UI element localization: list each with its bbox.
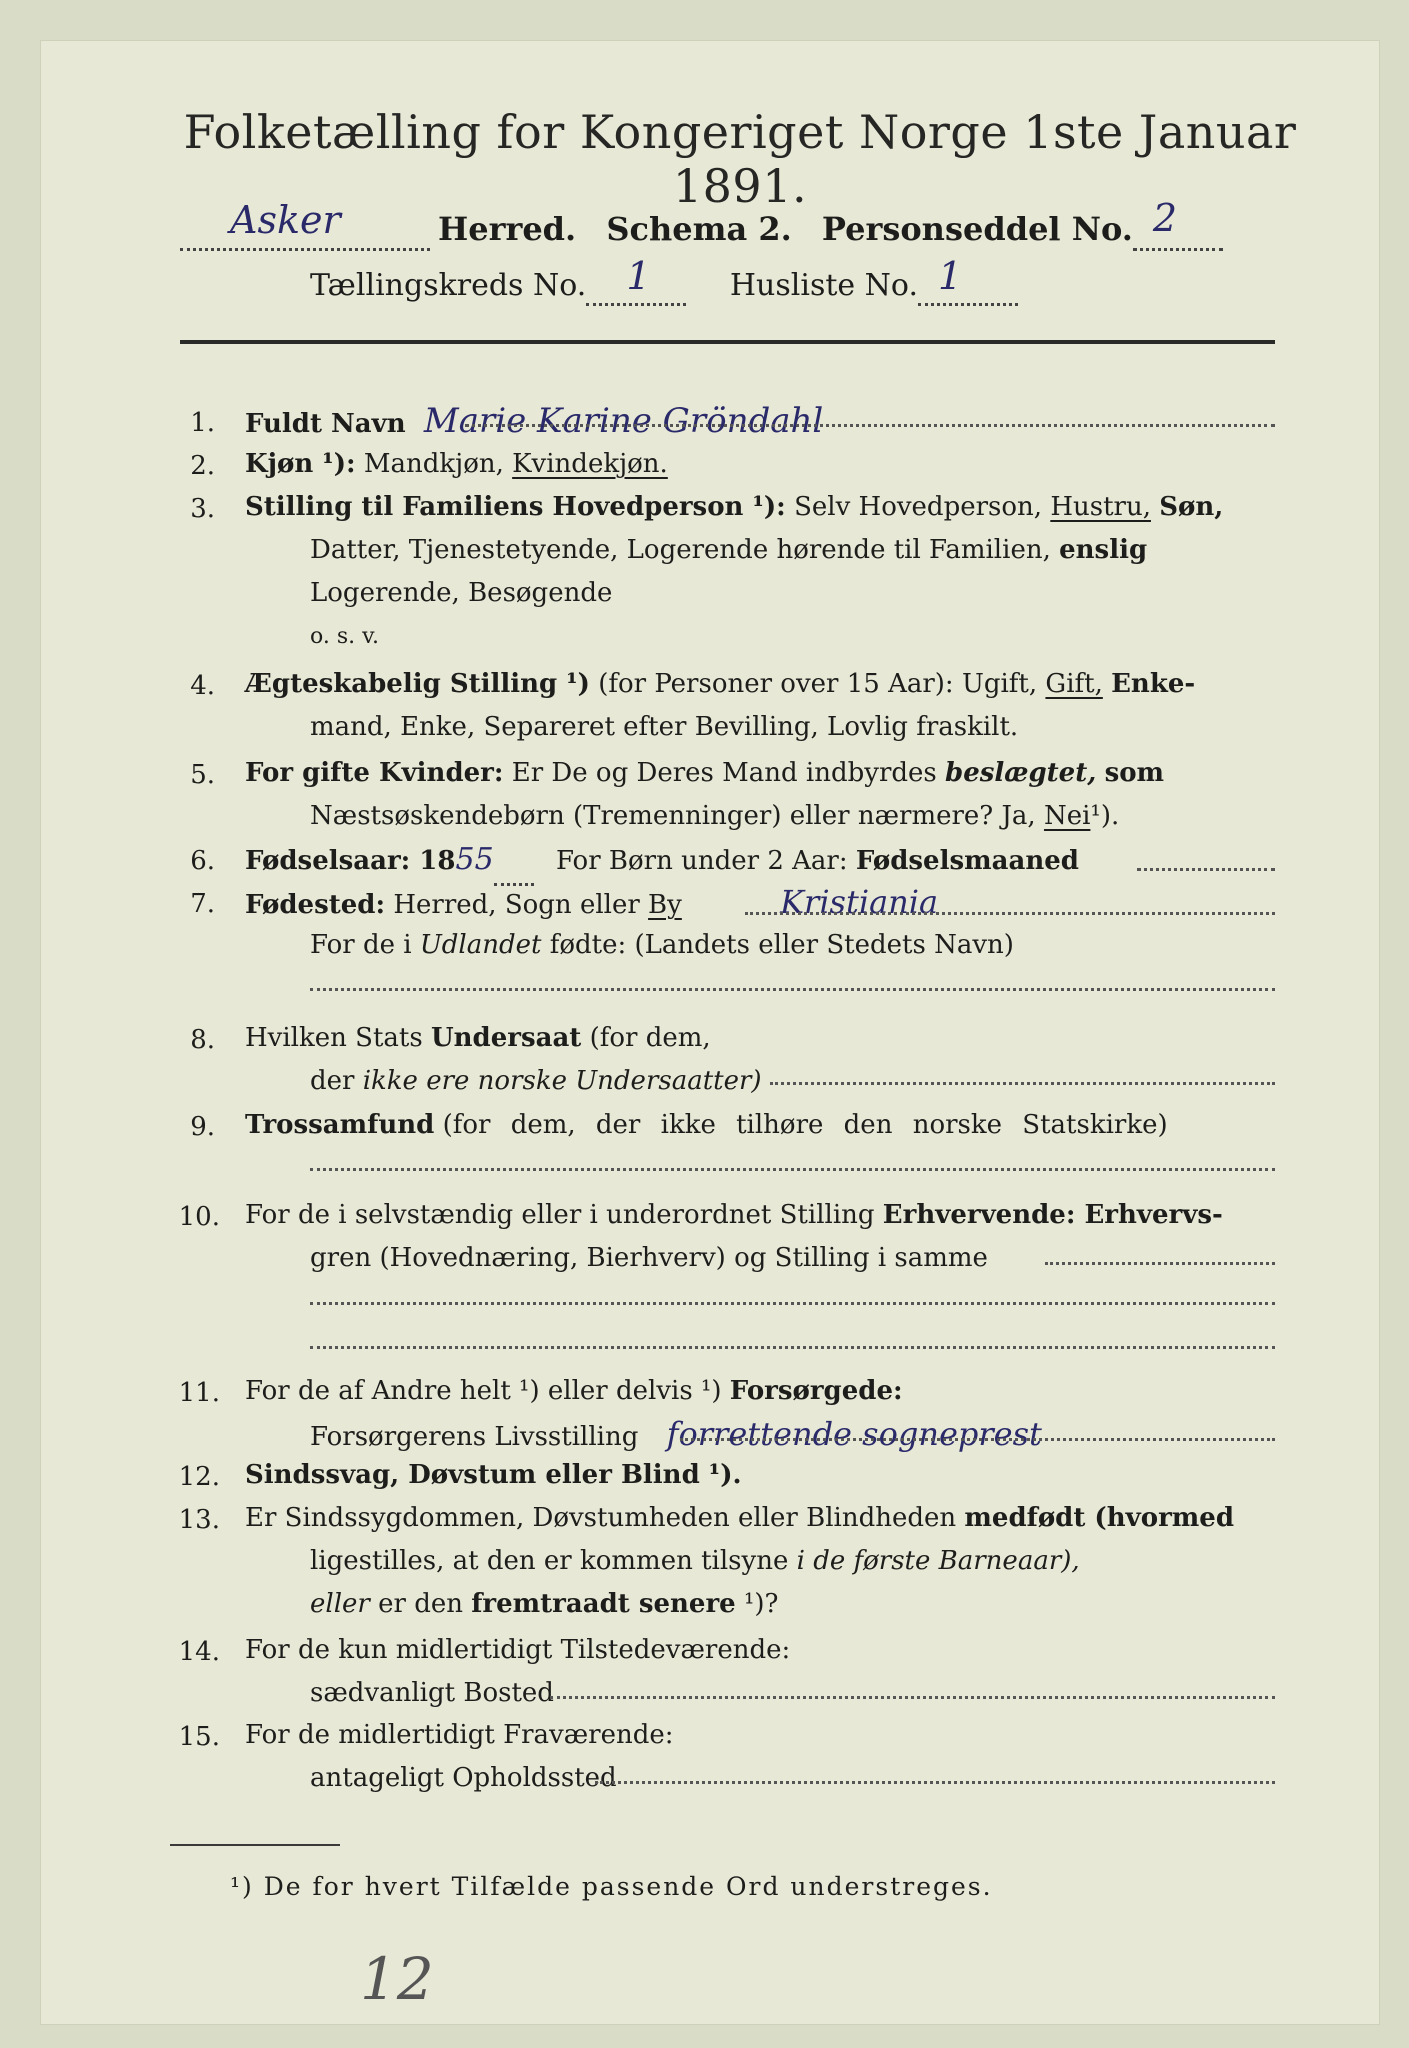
kreds-value: 1 [626, 254, 651, 298]
herred-line [180, 196, 1223, 251]
q6-value: 55 [455, 842, 494, 877]
q7-line2 [310, 924, 1014, 967]
q5-line2-text: Næstsøskendebørn (Tremenninger) eller nærmere? Ja, [310, 801, 1036, 831]
q8-line2b: ikke ere norske Undersaatter) [362, 1066, 762, 1096]
q5-opt-nei: Nei [1043, 801, 1091, 831]
q13-line2a: ligestilles, at den er kommen tilsyne [310, 1546, 789, 1576]
q15-dotline [595, 1781, 1275, 1784]
q5-line2 [310, 795, 1119, 838]
q10-erhvervende: Erhvervende: Erhvervs- [882, 1200, 1223, 1230]
q8-line1a: Hvilken Stats [245, 1023, 423, 1053]
footnote-rule [170, 1844, 340, 1846]
q3-line4: o. s. v. [310, 624, 379, 649]
q13-line2b: i de første Barneaar), [796, 1546, 1080, 1576]
q3-opt-hustru: Hustru, [1050, 492, 1151, 522]
q13-footmark: ¹)? [743, 1589, 779, 1619]
q5-label: For gifte Kvinder: [245, 758, 504, 788]
q14-line2: sædvanligt Bosted [310, 1678, 554, 1708]
q2-label: Kjøn ¹): [245, 449, 356, 479]
q4-line1-text: (for Personer over 15 Aar): Ugift, [598, 669, 1038, 699]
q7-line2a: For de i [310, 930, 412, 960]
q11-forsorgede: Forsørgede: [729, 1376, 903, 1406]
personseddel-label: Personseddel No. [821, 210, 1133, 248]
q3-row [245, 486, 1275, 529]
q6-fodselsmaaned: Fødselsmaaned [855, 846, 1079, 876]
header-rule [180, 340, 1275, 344]
q1-value: Marie Karine Gröndahl [423, 401, 824, 441]
q7-udlandet: Udlandet [419, 930, 542, 960]
q3-line2 [310, 529, 1275, 572]
q3-opt-son: Søn, [1159, 492, 1224, 522]
q2-number: 2. [190, 451, 215, 481]
q7-extra-dotline [310, 988, 1275, 991]
q2-row [245, 443, 668, 486]
q13-line2 [310, 1540, 1080, 1583]
q10-extra-dotline-2 [310, 1346, 1275, 1349]
q8-line2a: der [310, 1066, 355, 1096]
q4-line2: mand, Enke, Separeret efter Bevilling, Lovlig fraskilt. [310, 712, 1019, 742]
schema-label: Schema 2. [606, 210, 792, 248]
q4-opt-gift: Gift, [1045, 669, 1103, 699]
q15-line2: antageligt Opholdssted [310, 1763, 617, 1793]
q3-line2-text: Datter, Tjenestetyende, Logerende hørende til Familien, [310, 535, 1051, 565]
q1-label: Fuldt Navn [245, 409, 406, 439]
q4-label: Ægteskabelig Stilling ¹) [245, 669, 590, 699]
herred-value: Asker [230, 198, 341, 242]
q12-text: Sindssvag, Døvstum eller Blind ¹). [245, 1460, 742, 1490]
q3-number: 3. [190, 494, 215, 524]
q7-line2c: fødte: (Landets eller Stedets Navn) [549, 930, 1014, 960]
q1-row [245, 400, 1275, 446]
q8-line1c: (for dem, [589, 1023, 711, 1053]
q5-footmark: ¹). [1090, 801, 1120, 831]
q11-line2 [310, 1413, 1275, 1459]
q8-line2 [310, 1060, 762, 1103]
q9-label: Trossamfund [245, 1110, 435, 1140]
herred-label: Herred. [438, 210, 577, 248]
q15-number: 15. [178, 1722, 220, 1752]
q4-opt-enkemand: Enke- [1111, 669, 1196, 699]
q11-line2-label: Forsørgerens Livsstilling [310, 1422, 639, 1452]
q13-row [245, 1497, 1275, 1540]
q5-row [245, 752, 1275, 795]
q7-row [245, 881, 1275, 927]
q3-opt-enslig: enslig [1059, 535, 1148, 565]
q6-rest: For Børn under 2 Aar: [555, 846, 848, 876]
q7-number: 7. [190, 889, 215, 919]
q13-eller: eller [310, 1589, 370, 1619]
q13-medfodt: medfødt (hvormed [964, 1503, 1235, 1533]
q12-number: 12. [178, 1462, 220, 1492]
q11-line1a: For de af Andre helt ¹) eller delvis ¹) [245, 1376, 722, 1406]
q10-row [245, 1194, 1275, 1237]
q3-opt-selv: Selv Hovedperson, [794, 492, 1043, 522]
footnote: ¹) De for hvert Tilfælde passende Ord understreges. [230, 1872, 993, 1901]
q13-line3 [310, 1583, 778, 1626]
census-form [40, 40, 1380, 2025]
q5-beslaegtet: beslægtet, [945, 758, 1097, 788]
q10-number: 10. [178, 1202, 220, 1232]
q10-line1a: For de i selvstændig eller i underordnet Stilling [245, 1200, 875, 1230]
q8-undersaat: Undersaat [430, 1023, 582, 1053]
q13-er-den: er den [378, 1589, 463, 1619]
q9-number: 9. [190, 1112, 215, 1142]
q15-line1: For de midlertidigt Fraværende: [245, 1720, 674, 1750]
q11-number: 11. [178, 1378, 220, 1408]
q5-som: som [1104, 758, 1165, 788]
q11-row [245, 1370, 903, 1413]
q8-number: 8. [190, 1025, 215, 1055]
q7-dotline [745, 912, 1275, 915]
q6-label: Fødselsaar: 18 [245, 846, 456, 876]
q6-row [245, 838, 1275, 886]
q13-number: 13. [178, 1505, 220, 1535]
q13-fremtraadt: fremtraadt senere [471, 1589, 736, 1619]
q6-number: 6. [190, 846, 215, 876]
q8-row [245, 1017, 711, 1060]
q3-line3: Logerende, Besøgende [310, 578, 613, 608]
page-title: Folketælling for Kongeriget Norge 1ste Januar 1891. [183, 105, 1297, 213]
q9-dotline [310, 1168, 1275, 1171]
q2-option-mandkjon: Mandkjøn, [363, 449, 504, 479]
q7-line1-text: Herred, Sogn eller [393, 890, 640, 920]
q14-number: 14. [178, 1637, 220, 1667]
q4-row [245, 663, 1275, 706]
q4-number: 4. [190, 671, 215, 701]
q10-extra-dotline-1 [310, 1302, 1275, 1305]
q11-value: forrettende sogneprest [666, 1415, 1042, 1453]
q10-line2: gren (Hovednæring, Bierhverv) og Stilling i samme [310, 1243, 988, 1273]
q6-dotline [1137, 868, 1275, 871]
q11-dotline [680, 1438, 1275, 1441]
q9-row [245, 1104, 1275, 1147]
q1-number: 1. [190, 408, 215, 438]
q5-number: 5. [190, 760, 215, 790]
page-number-mark: 12 [360, 1945, 434, 2013]
q2-option-kvindekjon: Kvindekjøn. [512, 449, 668, 479]
q7-value: Kristiania [780, 883, 939, 921]
q9-text: (for dem, der ikke tilhøre den norske Statskirke) [442, 1110, 1168, 1140]
q7-opt-by: By [648, 890, 682, 920]
q3-label: Stilling til Familiens Hovedperson ¹): [245, 492, 786, 522]
q5-line1-text: Er De og Deres Mand indbyrdes [511, 758, 937, 788]
q14-dotline [550, 1696, 1275, 1699]
q7-label: Fødested: [245, 890, 386, 920]
q1-dotline [465, 424, 1275, 427]
personseddel-value: 2 [1152, 196, 1178, 240]
q14-line1: For de kun midlertidigt Tilstedeværende: [245, 1635, 791, 1665]
q8-dotline [770, 1082, 1275, 1085]
q13-line1a: Er Sindssygdommen, Døvstumheden eller Blindheden [245, 1503, 957, 1533]
husliste-value: 1 [938, 254, 963, 298]
kreds-line [310, 254, 1018, 306]
q10-dotline [1045, 1262, 1275, 1265]
husliste-label: Husliste No. [729, 268, 919, 303]
kreds-label: Tællingskreds No. [310, 268, 587, 303]
